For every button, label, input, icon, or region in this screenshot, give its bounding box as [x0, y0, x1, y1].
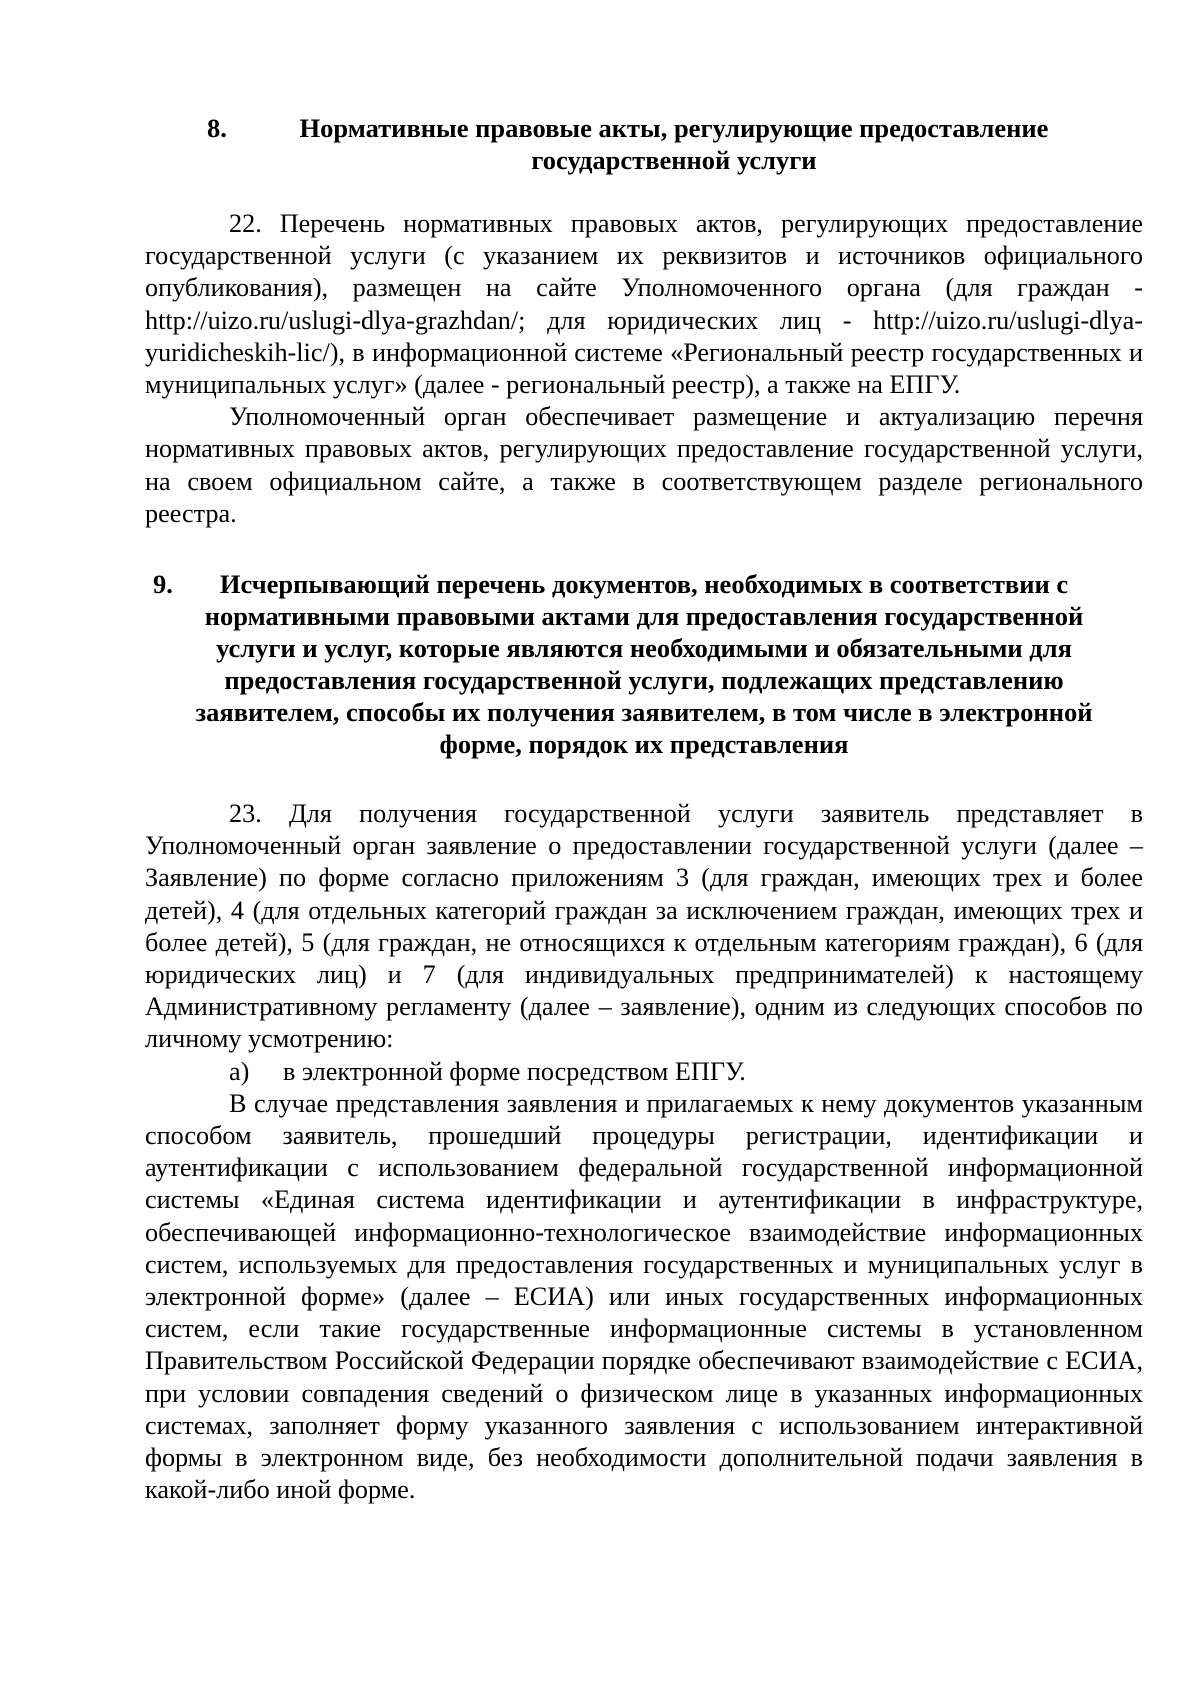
section-9-title-line-6: форме, порядок их представления	[439, 729, 849, 760]
section-8-number: 8.	[207, 113, 227, 143]
spacer	[145, 760, 1143, 798]
section-8-title-line-1: Нормативные правовые акты, регулирующие предоставление	[299, 113, 1049, 143]
spacer	[145, 530, 1143, 568]
section-9-title-line-5: заявителем, способы их получения заявителем, в том числе в электронной	[195, 697, 1093, 728]
section-8-heading	[145, 112, 1143, 176]
paragraph-22-continuation: Уполномоченный орган обеспечивает размещение и актуализацию перечня нормативных правовых актов, регулирующих предоставление государственной услуги, на своем официальном сайте, а также в соответствующем разделе регионального реестра.	[145, 402, 1143, 528]
list-item-a-text: в электронной форме посредством ЕПГУ.	[283, 1056, 746, 1086]
document-page	[145, 112, 1143, 1507]
section-9-title-line-1: Исчерпывающий перечень документов, необходимых в соответствии с	[219, 569, 1069, 600]
list-item-a-marker: а)	[229, 1056, 250, 1086]
section-9-number: 9.	[153, 569, 173, 600]
section-9-title-line-4: предоставления государственной услуги, подлежащих представлению	[224, 665, 1064, 696]
section-9-title-line-2: нормативными правовыми актами для предоставления государственной	[204, 601, 1084, 632]
section-8-title-line-2: государственной услуги	[531, 145, 817, 175]
paragraph-23-continuation: В случае представления заявления и прилагаемых к нему документов указанным способом заявитель, прошедший процедуры регистрации, идентификации и аутентификации с использованием федеральной государственной информационной системы «Единая система идентификации и аутентификации в инфраструктуре, обеспечивающей информационно-технологическое взаимодействие информационных систем, используемых для предоставления государственных и муниципальных услуг в электронной форме» (далее – ЕСИА) или иных государственных информационных систем, если такие государственные информационные системы в установленном Правительством Российской Федерации порядке обеспечивают взаимодействие с ЕСИА, при условии совпадения сведений о физическом лице в указанных информационных системах, заполняет форму указанного заявления с использованием интерактивной формы в электронном виде, без необходимости дополнительной подачи заявления в какой-либо иной форме.	[145, 1088, 1143, 1505]
list-item-a	[145, 1056, 1143, 1088]
section-9-title-line-3: услуги и услуг, которые являются необходимыми и обязательными для	[216, 633, 1072, 664]
paragraph-23: 23. Для получения государственной услуги заявитель представляет в Уполномоченный орган заявление о предоставлении государственной услуги (далее – Заявление) по форме согласно приложениям 3 (для граждан, имеющих трех и более детей), 4 (для отдельных категорий граждан за исключением граждан, имеющих трех и более детей), 5 (для граждан, не относящихся к отдельным категориям граждан), 6 (для юридических лиц) и 7 (для индивидуальных предпринимателей) к настоящему Административному регламенту (далее – заявление), одним из следующих способов по личному усмотрению:	[145, 799, 1143, 1054]
section-9-heading	[145, 568, 1143, 760]
paragraph-22: 22. Перечень нормативных правовых актов, регулирующих предоставление государственной услуги (с указанием их реквизитов и источников официального опубликования), размещен на сайте Уполномоченного органа (для граждан - http://uizo.ru/uslugi-dlya-grazhdan/; для юридических лиц - http://uizo.ru/uslugi-dlya-yuridicheskih-lic/), в информационной системе «Региональный реестр государственных и муниципальных услуг» (далее - региональный реестр), а также на ЕПГУ.	[145, 209, 1143, 400]
spacer	[145, 176, 1143, 208]
